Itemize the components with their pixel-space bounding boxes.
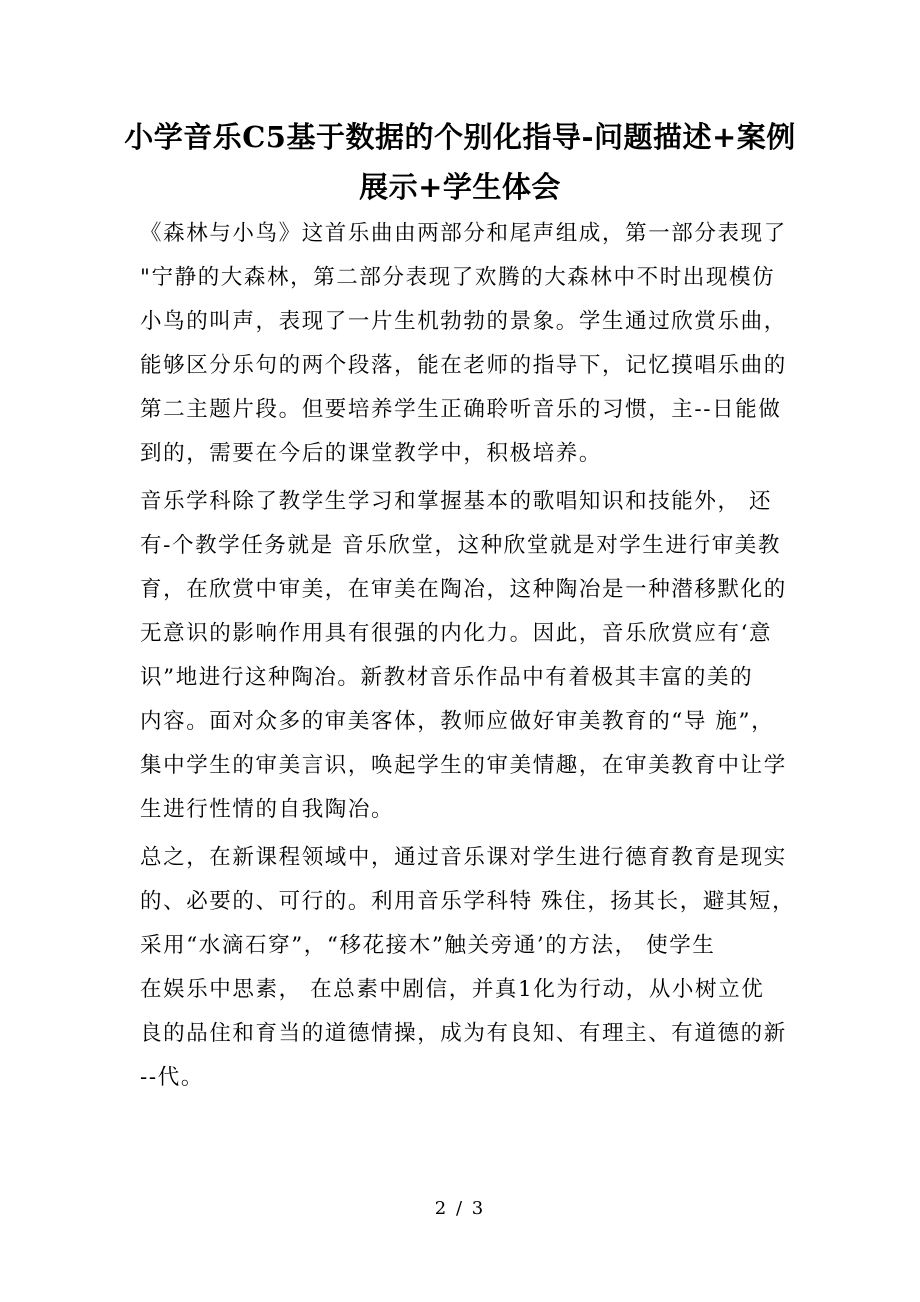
paragraph-line: 小鸟的叫声，表现了一片生机勃勃的景象。学生通过欣赏乐曲， [140, 309, 787, 334]
paragraph-line: 无意识的影响作用具有很强的内化力。因此，音乐欣赏应有‘意 [140, 621, 773, 646]
paragraph-2 [140, 480, 787, 832]
document-body [140, 212, 796, 1104]
paragraph-line: 识”地进行这种陶冶。新教材音乐作品中有着极其丰富的美的 [140, 665, 754, 690]
paragraph-line: 育，在欣赏中审美，在审美在陶冶，这种陶冶是一种潜移默化的 [140, 577, 787, 602]
paragraph-line: 良的品住和育当的道德情操，成为有良知、有理主、有道德的新 [140, 1021, 787, 1046]
document-title [110, 112, 810, 212]
paragraph-1 [140, 212, 787, 476]
paragraph-line: 有-个教学任务就是 音乐欣堂，这种欣堂就是对学生进行审美教 [140, 533, 782, 558]
paragraph-line: "宁静的大森林，第二部分表现了欢腾的大森林中不时出现模仿 [140, 265, 776, 290]
paragraph-line: 《森林与小鸟》这首乐曲由两部分和尾声组成，第一部分表现了 [140, 221, 787, 246]
paragraph-line: 音乐学科除了教学生学习和掌握基本的歌唱知识和技能外， 还 [140, 489, 773, 514]
title-line-1: 小学音乐C5基于数据的个别化指导-问题描述+案例 [124, 120, 796, 154]
paragraph-line: 在娱乐中思素， 在总素中剧信，并真1化为行动，从小树立优 [140, 977, 765, 1002]
paragraph-line: 到的，需要在今后的课堂教学中，积极培养。 [140, 441, 603, 466]
paragraph-line: 总之，在新课程领域中，通过音乐课对学生进行德育教育是现实 [140, 845, 787, 870]
page-number: 2 / 3 [434, 1198, 486, 1219]
paragraph-line: 生进行性情的自我陶冶。 [140, 797, 395, 822]
paragraph-line: 第二主题片段。但要培养学生正确聆听音乐的习惯，主--日能做 [140, 397, 782, 422]
paragraph-line: 能够区分乐句的两个段落，能在老师的指导下，记忆摸唱乐曲的 [140, 353, 787, 378]
paragraph-line: 集中学生的审美言识，唤起学生的审美情趣，在审美教育中让学 [140, 753, 787, 778]
paragraph-line: 内容。面对众多的审美客体，教师应做好审美教育的“导 施”， [140, 709, 775, 734]
paragraph-3 [140, 836, 796, 1100]
title-line-2: 展示+学生体会 [359, 170, 561, 204]
paragraph-line: 的、必要的、可行的。利用音乐学科特 殊住，扬其长，避其短， [140, 889, 796, 914]
paragraph-line: --代。 [140, 1065, 204, 1090]
paragraph-line: 采用“水滴石穿”，“移花接木”触关旁通’的方法， 使学生 [140, 933, 716, 958]
